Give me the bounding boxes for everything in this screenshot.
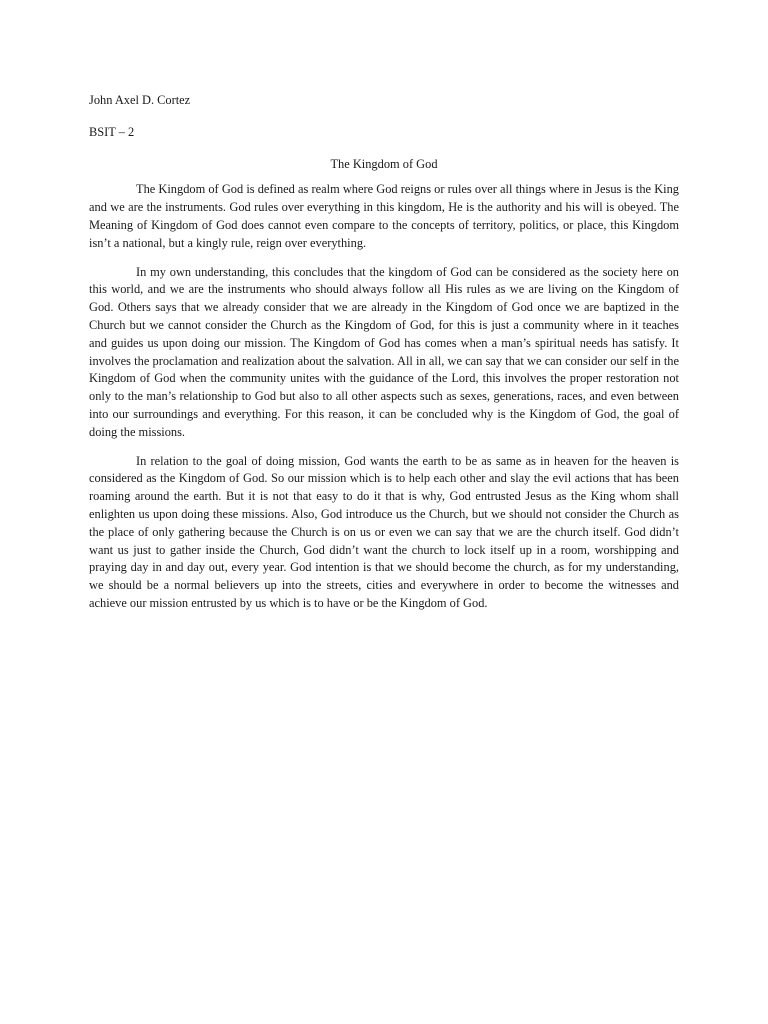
document-title: The Kingdom of God <box>330 156 438 171</box>
author-name: John Axel D. Cortez <box>89 93 191 107</box>
document-page <box>89 92 679 624</box>
course-label: BSIT – 2 <box>89 124 135 139</box>
paragraph-1: The Kingdom of God is defined as realm where God reigns or rules over all things where in Jesus is the King and we are the instruments. God rules over everything in this kingdom, He is the authority and his will is obeyed. The Meaning of Kingdom of God does cannot even compare to the concepts of territory, politics, or place, this Kingdom isn’t a national, but a kingly rule, reign over everything. <box>89 182 679 250</box>
paragraph-2: In my own understanding, this concludes that the kingdom of God can be considered as the society here on this world, and we are the instruments who should always follow all His rules as we are living on the Kingdom of God. Others says that we already consider that we are already in the Kingdom of God once we are baptized in the Church but we cannot consider the Church as the Kingdom of God, for this is just a community where in it teaches and guides us upon doing our mission. The Kingdom of God has comes when a man’s spiritual needs has satisfy. It involves the proclamation and realization about the salvation. All in all, we can say that we can consider our self in the Kingdom of God when the community unites with the guidance of the Lord, this involves the proper restoration not only to the man’s relationship to God but also to all other aspects such as sexes, generations, races, and even between into our surroundings and everything. For this reason, it can be concluded why is the Kingdom of God, the goal of doing the missions. <box>89 264 679 439</box>
paragraph-3: In relation to the goal of doing mission, God wants the earth to be as same as in heaven for the heaven is considered as the Kingdom of God. So our mission which is to help each other and slay the evil actions that has been roaming around the earth. But it is not that easy to do it that is why, God entrusted Jesus as the King whom shall enlighten us upon doing these missions. Also, God introduce us the Church, but we should not consider the Church as the place of only gathering because the Church is on us or even we can say that we are the church itself. God didn’t want us just to gather inside the Church, God didn’t want the church to lock itself up in a room, worshipping and praying day in and day out, every year. God intention is that we should become the church, as for my understanding, we should be a normal believers up into the streets, cities and everywhere in order to become the witnesses and achieve our mission entrusted by us which is to have or be the Kingdom of God. <box>89 453 679 610</box>
